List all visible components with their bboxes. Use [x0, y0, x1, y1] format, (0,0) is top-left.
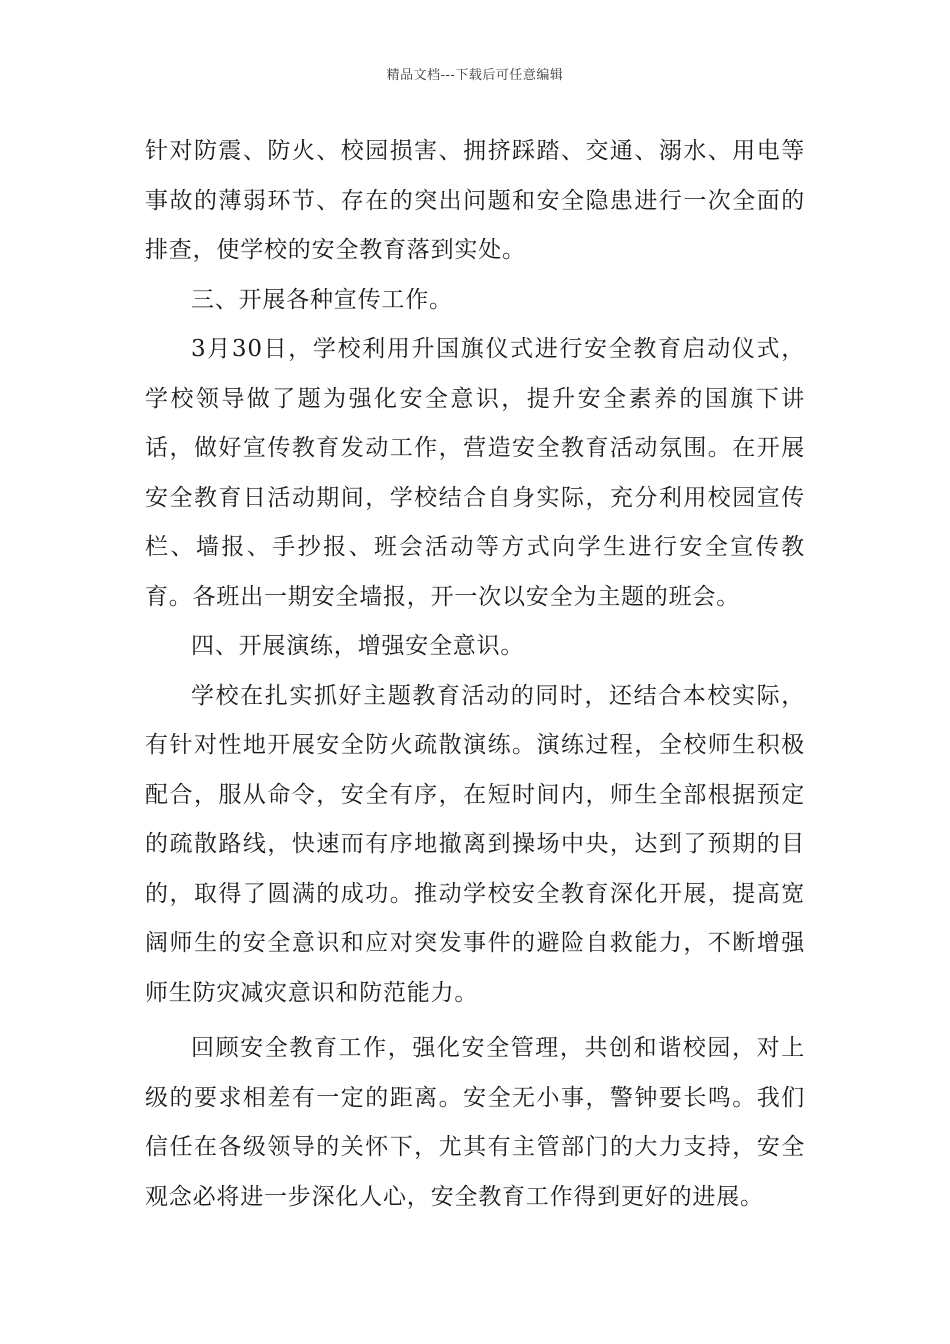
- section-heading-drill: 四、开展演练，增强安全意识。: [191, 633, 525, 659]
- paragraph-hazard-inspection: 针对防震、防火、校园损害、拥挤踩踏、交通、溺水、用电等事故的薄弱环节、存在的突出问题和安全隐患进行一次全面的排查，使学校的安全教育落到实处。: [145, 138, 805, 263]
- section-heading-publicity: 三、开展各种宣传工作。: [191, 286, 453, 313]
- paragraph-review: 回顾安全教育工作，强化安全管理，共创和谐校园，对上级的要求相差有一定的距离。安全无小事，警钟要长鸣。我们信任在各级领导的关怀下，尤其有主管部门的大力支持，安全观念必将进一步深化人心，安全教育工作得到更好的进展。: [145, 1035, 805, 1210]
- document-body: [145, 127, 805, 1222]
- page-header: 精品文档---下载后可任意编辑: [386, 68, 564, 83]
- paragraph-drill: 学校在扎实抓好主题教育活动的同时，还结合本校实际，有针对性地开展安全防火疏散演练。演练过程，全校师生积极配合，服从命令，安全有序，在短时间内，师生全部根据预定的疏散路线，快速而有序地撤离到操场中央，达到了预期的目的，取得了圆满的成功。推动学校安全教育深化开展，提高宽阔师生的安全意识和应对突发事件的避险自救能力，不断增强师生防灾减灾意识和防范能力。: [145, 682, 805, 1006]
- paragraph-publicity: 3月30日，学校利用升国旗仪式进行安全教育启动仪式，学校领导做了题为强化安全意识，提升安全素养的国旗下讲话，做好宣传教育发动工作，营造安全教育活动氛围。在开展安全教育日活动期间，学校结合自身实际，充分利用校园宣传栏、墙报、手抄报、班会活动等方式向学生进行安全宣传教育。各班出一期安全墙报，开一次以安全为主题的班会。: [145, 336, 805, 610]
